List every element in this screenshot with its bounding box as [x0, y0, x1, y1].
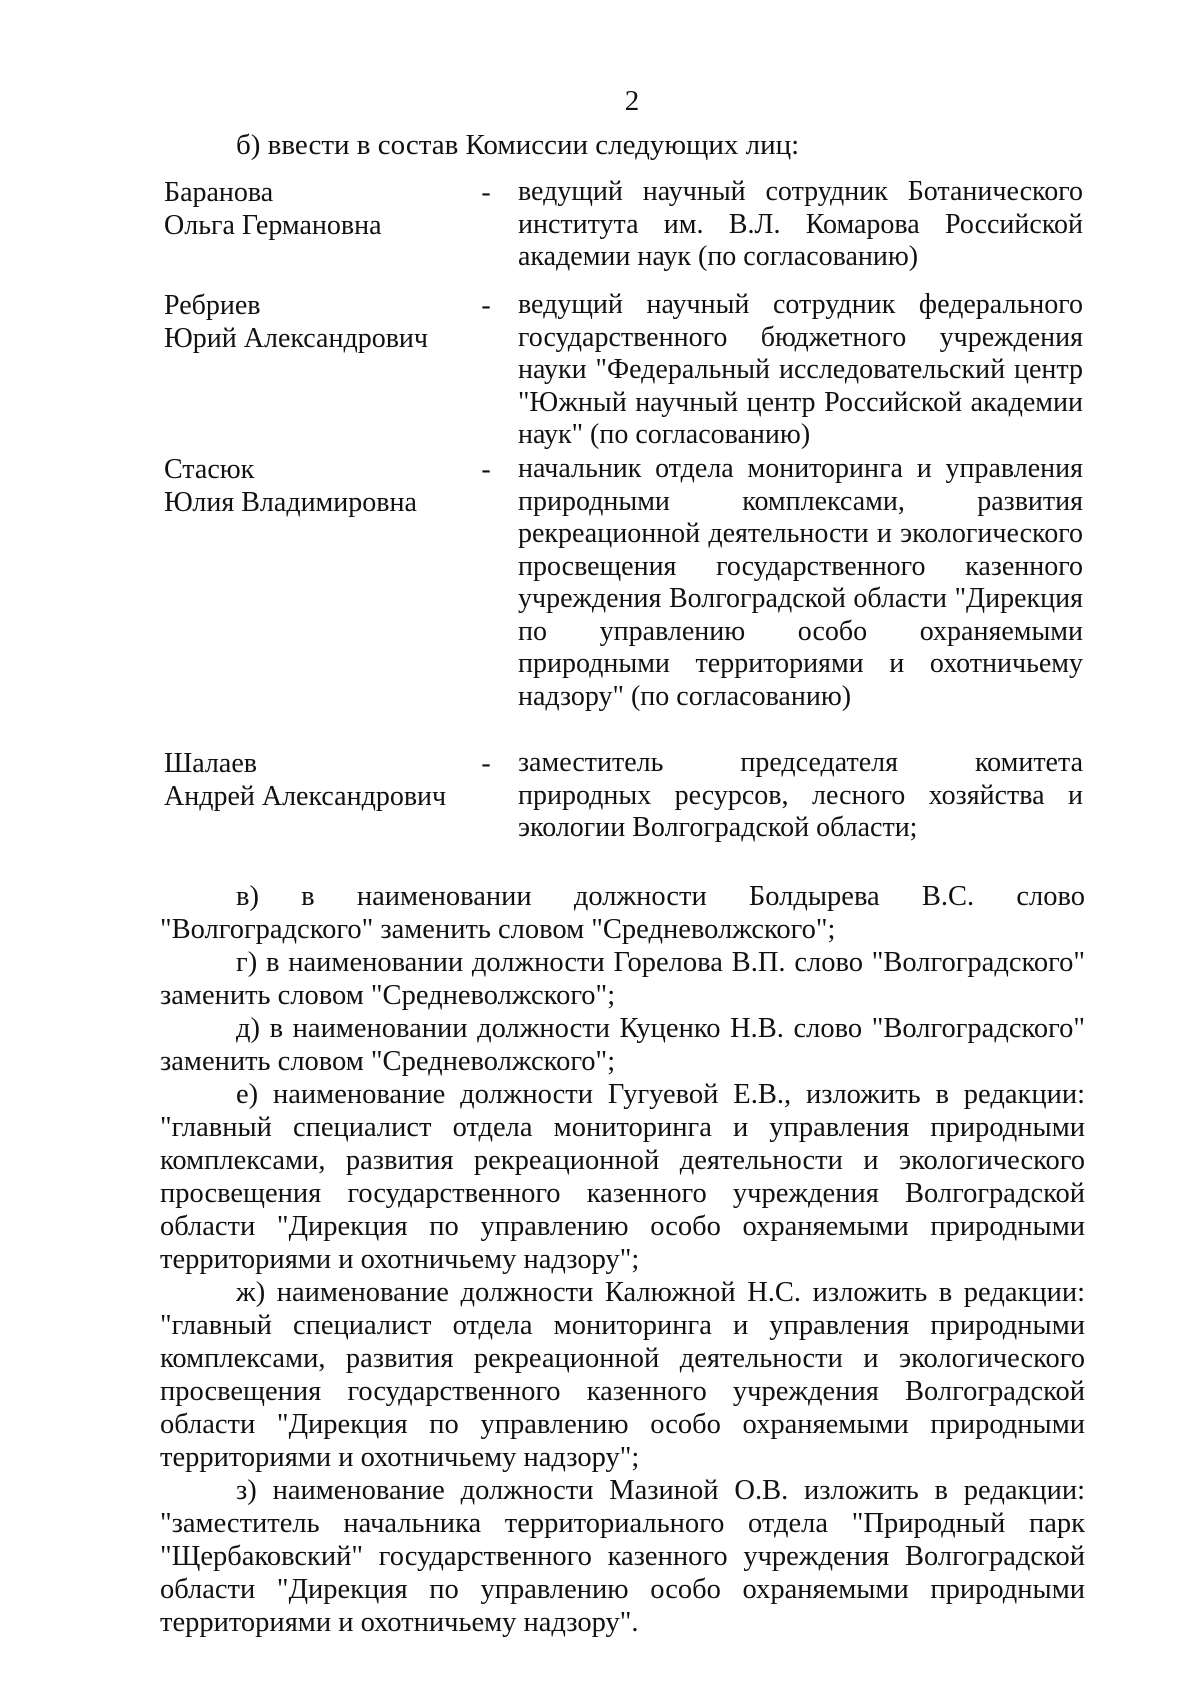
amendment-paragraph: ж) наименование должности Калюжной Н.С. изложить в редакции: "главный специалист отдела мониторинга и управления природными комплексами, развития рекреационной деятельности и экологического просвещения государственного казенного учреждения Волгоградской области "Дирекция по управлению особо охраняемыми природными территориями и охотничьему надзору"; — [160, 1277, 1085, 1473]
amendment-paragraph: д) в наименовании должности Куценко Н.В. слово "Волгоградского" заменить словом "Средневолжского"; — [160, 1013, 1085, 1077]
member-name — [164, 453, 464, 519]
page-number: 2 — [624, 85, 640, 117]
amendments-body — [160, 880, 1085, 1639]
member-position: начальник отдела мониторинга и управления природными комплексами, развития рекреационной деятельности и экологического просвещения государственного казенного учреждения Волгоградской области "Дирекция по управлению особо охраняемыми природными территориями и охотничьему надзору" (по согласованию) — [518, 453, 1083, 712]
member-given-names: Юлия Владимировна — [164, 487, 417, 518]
member-given-names: Ольга Германовна — [164, 210, 382, 241]
member-dash: - — [481, 177, 491, 208]
member-dash: - — [481, 748, 491, 779]
member-name — [164, 289, 464, 355]
member-position: заместитель председателя комитета природных ресурсов, лесного хозяйства и экологии Волгоградской области; — [518, 747, 1083, 843]
member-name — [164, 747, 464, 813]
member-given-names: Андрей Александрович — [164, 781, 447, 812]
member-surname: Ребриев — [164, 290, 261, 321]
amendment-paragraph: г) в наименовании должности Горелова В.П. слово "Волгоградского" заменить словом "Средневолжского"; — [160, 947, 1085, 1011]
member-dash: - — [481, 290, 491, 321]
member-surname: Шалаев — [164, 748, 257, 779]
member-surname: Баранова — [164, 177, 274, 208]
member-dash: - — [481, 454, 491, 485]
member-position: ведущий научный сотрудник федерального государственного бюджетного учреждения науки "Федеральный исследовательский центр "Южный научный центр Российской академии наук" (по согласованию) — [518, 289, 1083, 450]
amendment-paragraph: е) наименование должности Гугуевой Е.В., изложить в редакции: "главный специалист отдела мониторинга и управления природными комплексами, развития рекреационной деятельности и экологического просвещения государственного казенного учреждения Волгоградской области "Дирекция по управлению особо охраняемыми природными территориями и охотничьему надзору"; — [160, 1079, 1085, 1275]
amendment-paragraph: з) наименование должности Мазиной О.В. изложить в редакции: "заместитель начальника территориального отдела "Природный парк "Щербаковский" государственного казенного учреждения Волгоградской области "Дирекция по управлению особо охраняемыми природными территориями и охотничьему надзору". — [160, 1475, 1085, 1638]
amendment-paragraph: в) в наименовании должности Болдырева В.С. слово "Волгоградского" заменить словом "Средневолжского"; — [160, 881, 1085, 945]
member-position: ведущий научный сотрудник Ботанического института им. В.Л. Комарова Российской академии наук (по согласованию) — [518, 176, 1083, 272]
member-given-names: Юрий Александрович — [164, 323, 428, 354]
member-surname: Стасюк — [164, 454, 255, 485]
member-name — [164, 176, 464, 242]
intro-line: б) ввести в состав Комиссии следующих лиц: — [236, 129, 800, 161]
